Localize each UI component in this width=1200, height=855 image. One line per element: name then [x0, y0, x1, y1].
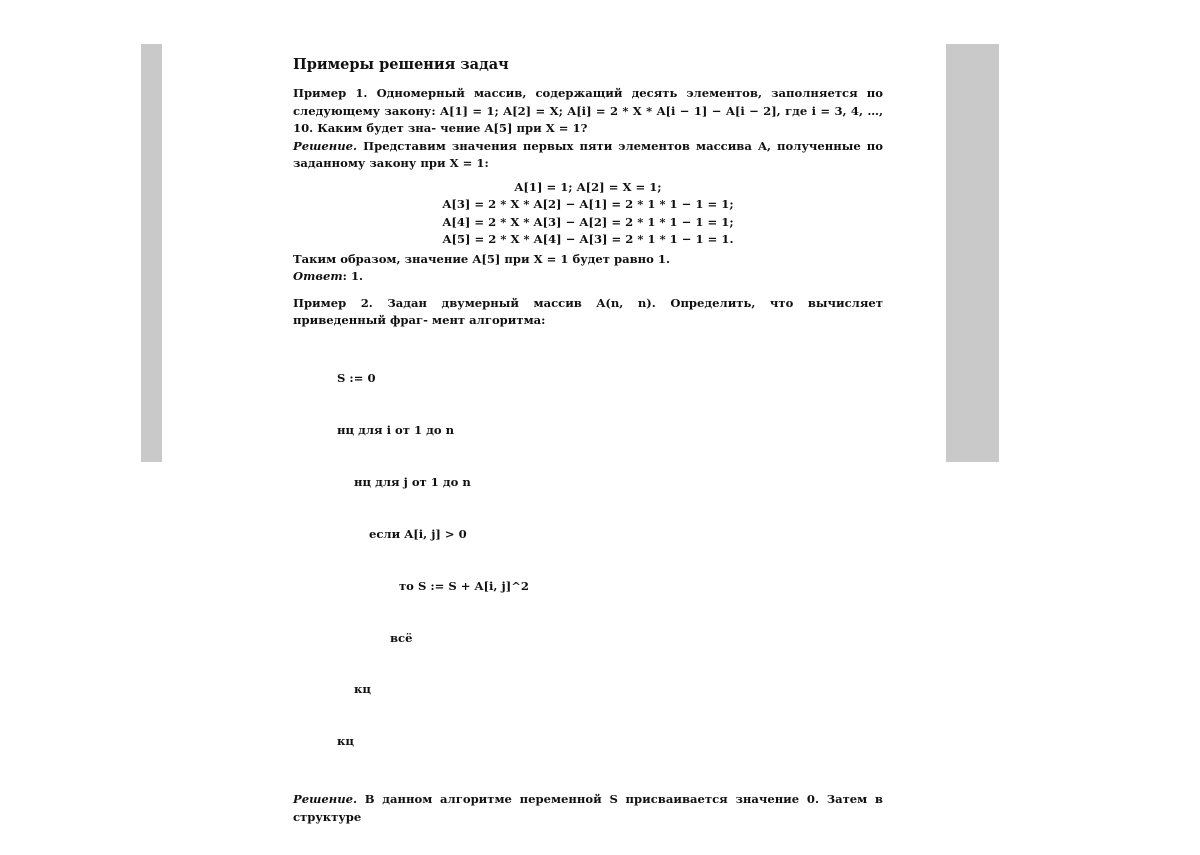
document-viewer — [141, 44, 999, 824]
code-line: если A[i, j] > 0 — [369, 526, 467, 541]
example2-label: Пример 2. — [293, 295, 373, 310]
document-page — [162, 44, 946, 824]
example2-line2: мент алгоритма: — [432, 313, 546, 327]
equation-line: A[5] = 2 * X * A[4] − A[3] = 2 * 1 * 1 − 1 = 1. — [442, 232, 734, 246]
answer-label: Ответ — [293, 269, 343, 283]
example1-line1: Одномерный массив, содержащий десять элементов, заполняется по следующему — [293, 86, 883, 118]
answer-value: : 1. — [342, 269, 364, 283]
solution2-text: В данном алгоритме переменной S присваивается значение 0. Затем в структуре — [293, 792, 883, 824]
code-line: нц для j от 1 до n — [354, 474, 471, 489]
code-line: то S := S + A[i, j]^2 — [399, 578, 529, 593]
code-line: кц — [337, 734, 354, 749]
equation-line: A[3] = 2 * X * A[2] − A[1] = 2 * 1 * 1 − 1 = 1; — [442, 197, 734, 211]
example1-line2: закону: A[1] = 1; A[2] = X; A[i] = 2 * X * A[i − 1] − A[i − 2], где i = 3, 4, …, 10. Каким будет зна- — [293, 103, 883, 135]
viewer-gutter-left — [141, 44, 162, 462]
page-title: Примеры решения задач — [293, 56, 509, 73]
algorithm-code — [337, 336, 883, 786]
spacer — [293, 286, 883, 295]
solution1-line2: закону при X = 1: — [369, 156, 489, 170]
page-content — [293, 56, 883, 826]
example1-paragraph — [293, 85, 883, 138]
example2-line1: Задан двумерный массив A(n, n). Определить, что вычисляет приведенный фраг- — [293, 295, 883, 327]
equations-block — [293, 179, 883, 249]
solution1-conclusion: Таким образом, значение A[5] при X = 1 будет равно 1. — [293, 251, 671, 266]
equation-line: A[4] = 2 * X * A[3] − A[2] = 2 * 1 * 1 − 1 = 1; — [442, 214, 734, 229]
viewer-gutter-right — [946, 44, 999, 462]
solution2-label: Решение. — [293, 792, 358, 807]
equation-line: A[1] = 1; A[2] = X = 1; — [514, 179, 662, 194]
example2-paragraph — [293, 295, 883, 330]
code-line: всё — [390, 630, 413, 645]
example1-label: Пример 1. — [293, 86, 368, 100]
solution1-line1: Представим значения первых пяти элементов массива A, полученные по заданному — [293, 138, 884, 170]
code-line: кц — [354, 682, 371, 697]
solution1-label: Решение. — [293, 138, 358, 153]
example1-line3: чение A[5] при X = 1? — [440, 121, 588, 135]
solution2-paragraph — [293, 791, 883, 826]
solution1-answer — [293, 268, 883, 286]
code-line: нц для i от 1 до n — [337, 422, 455, 437]
solution1-paragraph — [293, 138, 883, 173]
code-line: S := 0 — [337, 371, 376, 386]
